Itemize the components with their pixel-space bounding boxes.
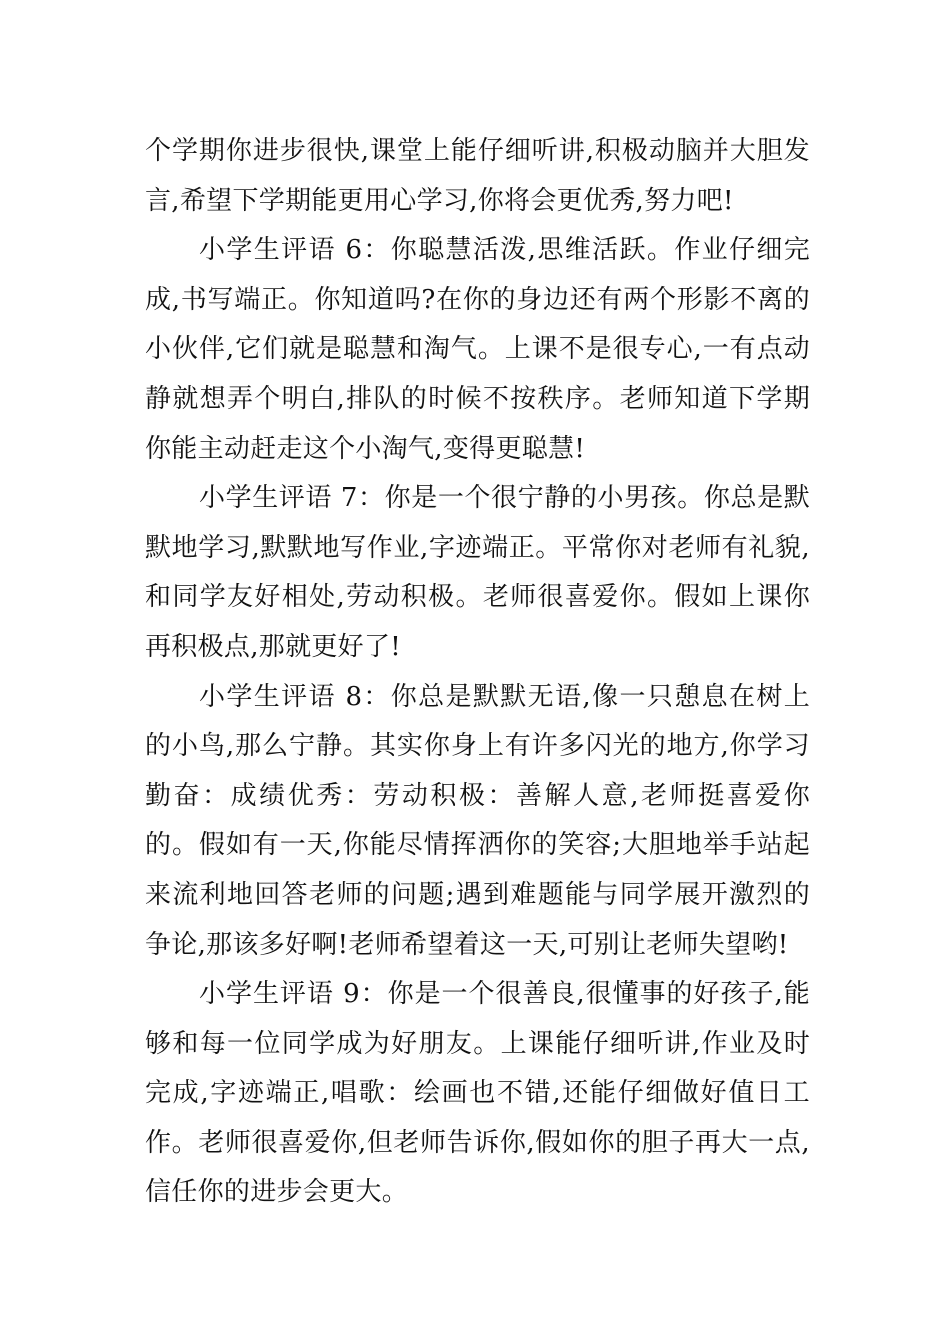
paragraph-comment-7: 小学生评语 7：你是一个很宁静的小男孩。你总是默默地学习,默默地写作业,字迹端正。平常你对老师有礼貌,和同学友好相处,劳动积极。老师很喜爱你。假如上课你再积极点,那就更好了!	[145, 483, 810, 662]
document-body	[145, 127, 810, 1218]
paragraph-comment-8: 小学生评语 8：你总是默默无语,像一只憩息在树上的小鸟,那么宁静。其实你身上有许多闪光的地方,你学习勤奋：成绩优秀：劳动积极：善解人意,老师挺喜爱你的。假如有一天,你能尽情挥洒你的笑容;大胆地举手站起来流利地回答老师的问题;遇到难题能与同学展开激烈的争论,那该多好啊!老师希望着这一天,可别让老师失望哟!	[145, 681, 810, 960]
paragraph-continuation: 个学期你进步很快,课堂上能仔细听讲,积极动脑并大胆发言,希望下学期能更用心学习,你将会更优秀,努力吧!	[145, 136, 810, 216]
paragraph-comment-9: 小学生评语 9：你是一个很善良,很懂事的好孩子,能够和每一位同学成为好朋友。上课能仔细听讲,作业及时完成,字迹端正,唱歌：绘画也不错,还能仔细做好值日工作。老师很喜爱你,但老师告诉你,假如你的胆子再大一点,信任你的进步会更大。	[145, 979, 810, 1208]
paragraph-comment-6: 小学生评语 6：你聪慧活泼,思维活跃。作业仔细完成,书写端正。你知道吗?在你的身边还有两个形影不离的小伙伴,它们就是聪慧和淘气。上课不是很专心,一有点动静就想弄个明白,排队的时候不按秩序。老师知道下学期你能主动赶走这个小淘气,变得更聪慧!	[145, 235, 810, 464]
